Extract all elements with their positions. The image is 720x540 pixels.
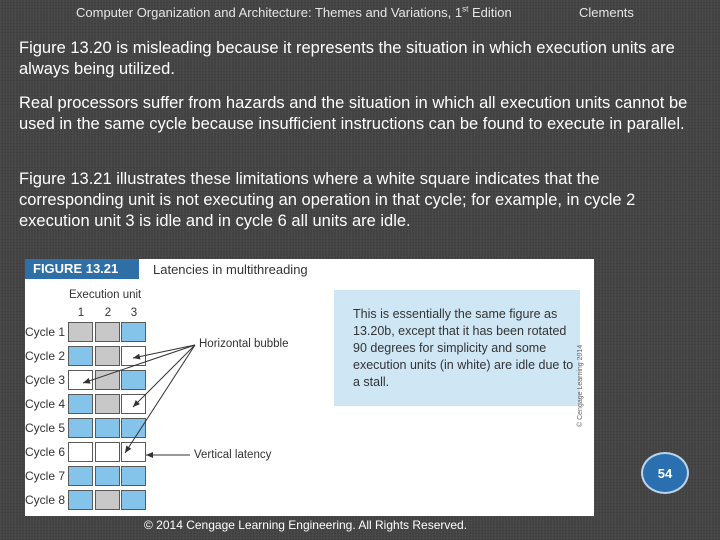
paragraph: Real processors suffer from hazards and the situation in which all execution units cannot be used in the same cycle because insufficient instructions can be found to execute in parallel. [19, 94, 688, 133]
cycle-label: Cycle 5 [25, 421, 66, 435]
cycle-label: Cycle 2 [25, 349, 66, 363]
arrow [83, 345, 195, 383]
figure-credit: © Cengage Learning 2014 [577, 344, 584, 427]
vertical-latency-label: Vertical latency [194, 449, 272, 461]
header-course-title: Computer Organization and Architecture: Themes and Variations, 1st Edition [76, 4, 512, 20]
paragraph: Figure 13.20 is misleading because it represents the situation in which execution units are always being utilized. [19, 39, 675, 78]
paragraph: Figure 13.21 illustrates these limitations where a white square indicates that the corresponding unit is not executing an operation in that cycle; for example, in cycle 2 execution unit 3 is idle and in cycle 6 all units are idle. [19, 170, 636, 230]
arrow [133, 345, 195, 358]
page-number-badge: 54 [641, 452, 689, 494]
arrow [125, 345, 195, 453]
cycle-label: Cycle 6 [25, 445, 66, 459]
unit-number: 3 [130, 307, 138, 319]
arrows-overlay [25, 259, 594, 516]
cycle-label: Cycle 3 [25, 373, 66, 387]
annotation-box: This is essentially the same figure as 13.20b, except that it has been rotated 90 degrees for simplicity and some execution units (in white) are idle due to a stall. [334, 290, 580, 406]
unit-number: 2 [104, 307, 112, 319]
cycle-label: Cycle 4 [25, 397, 66, 411]
header-author: Clements [579, 5, 634, 20]
cycle-label: Cycle 7 [25, 469, 66, 483]
arrow [133, 345, 195, 407]
figure-label: FIGURE 13.21 [25, 259, 139, 279]
unit-number: 1 [77, 307, 85, 319]
cycle-label: Cycle 8 [25, 493, 66, 507]
figure-13-21 [25, 259, 594, 516]
copyright-footer: © 2014 Cengage Learning Engineering. All Rights Reserved. [144, 518, 468, 532]
horizontal-bubble-label: Horizontal bubble [199, 338, 289, 350]
figure-title: Latencies in multithreading [153, 262, 308, 277]
cycle-label: Cycle 1 [25, 325, 66, 339]
execution-unit-label: Execution unit [69, 289, 142, 301]
